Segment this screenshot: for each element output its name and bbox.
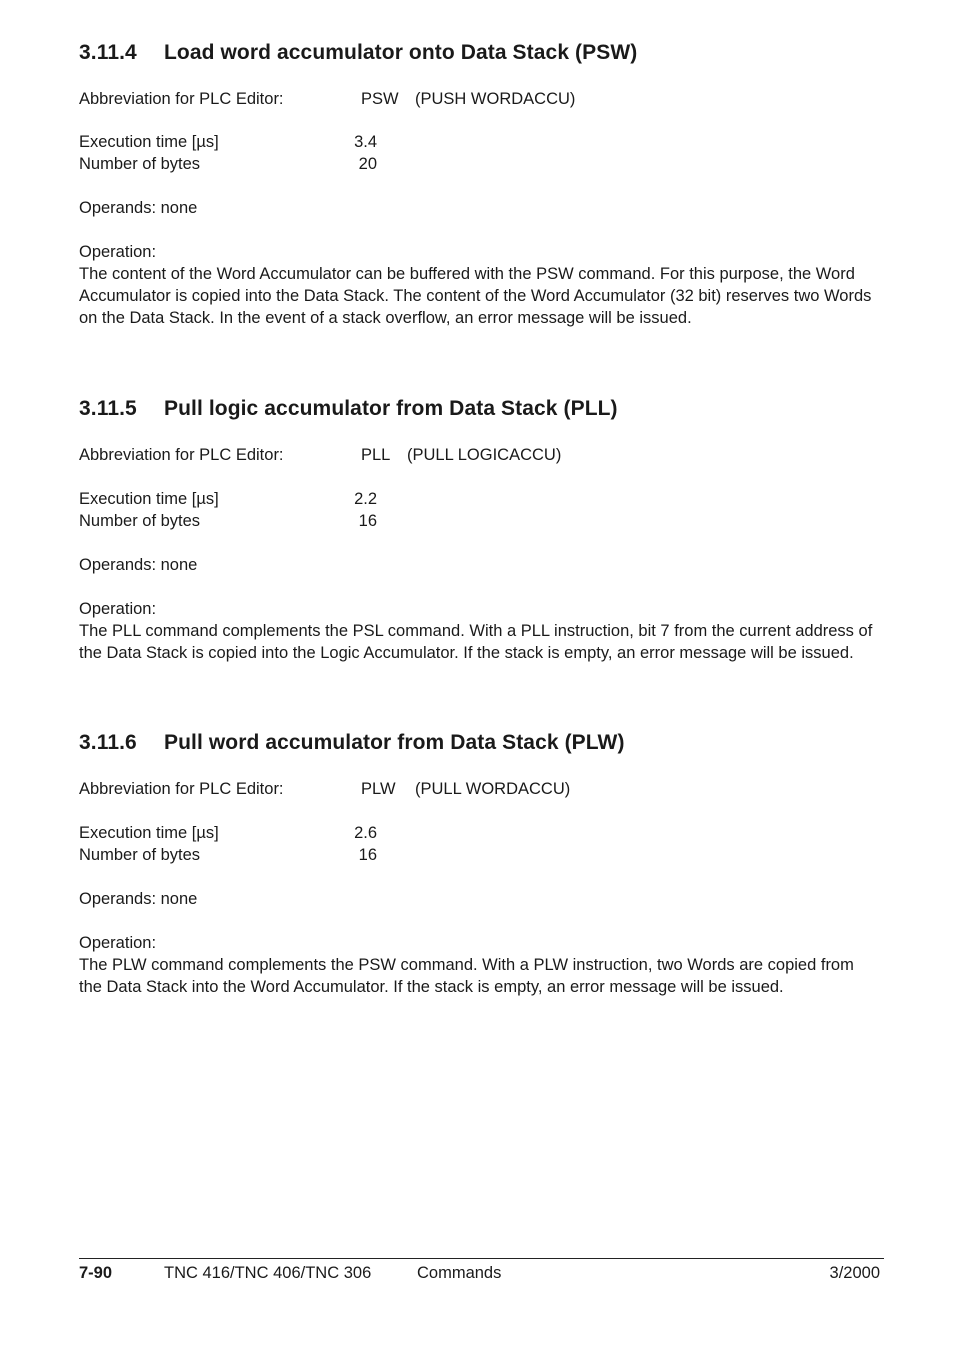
execution-time-value: 2.6 (354, 824, 377, 842)
section-heading (79, 396, 879, 422)
bytes-value: 16 (358, 512, 377, 530)
section-heading (79, 730, 879, 756)
bytes-row (79, 510, 879, 532)
operation-label: Operation: (79, 600, 157, 618)
section-3-11-5 (79, 396, 879, 664)
abbreviation-full: (PULL LOGICACCU) (407, 446, 562, 464)
execution-time-label: Execution time [µs] (79, 490, 219, 508)
abbreviation-label: Abbreviation for PLC Editor: (79, 90, 284, 108)
execution-time-value: 2.2 (354, 490, 377, 508)
bytes-label: Number of bytes (79, 155, 201, 173)
abbreviation-code: PLW (361, 780, 396, 798)
execution-time-row (79, 131, 879, 153)
operands-text: Operands: none (79, 890, 198, 908)
section-number: 3.11.4 (79, 41, 137, 64)
abbreviation-label: Abbreviation for PLC Editor: (79, 446, 284, 464)
execution-time-row (79, 822, 879, 844)
bytes-row (79, 844, 879, 866)
section-heading (79, 40, 879, 66)
execution-time-label: Execution time [µs] (79, 824, 219, 842)
bytes-value: 16 (358, 846, 377, 864)
abbreviation-full: (PULL WORDACCU) (415, 780, 571, 798)
bytes-row (79, 153, 879, 175)
section-number: 3.11.6 (79, 731, 137, 754)
abbreviation-row (79, 88, 879, 110)
abbreviation-full: (PUSH WORDACCU) (415, 90, 576, 108)
footer-chapter: Commands (417, 1264, 502, 1282)
section-title: Pull logic accumulator from Data Stack (PLL) (164, 397, 618, 420)
page-footer (79, 1258, 884, 1282)
execution-time-value: 3.4 (354, 133, 377, 151)
bytes-value: 20 (358, 155, 377, 173)
operands-text: Operands: none (79, 199, 198, 217)
abbreviation-code: PLL (361, 446, 391, 464)
abbreviation-row (79, 444, 879, 466)
section-title: Pull word accumulator from Data Stack (PLW) (164, 731, 625, 754)
execution-time-row (79, 488, 879, 510)
footer-date: 3/2000 (829, 1264, 880, 1282)
bytes-label: Number of bytes (79, 846, 201, 864)
operands-text: Operands: none (79, 556, 198, 574)
abbreviation-label: Abbreviation for PLC Editor: (79, 780, 284, 798)
page-number: 7-90 (79, 1264, 113, 1282)
operation-text: The PLL command complements the PSL command. With a PLL instruction, bit 7 from the current address of the Data Stack is copied into the Logic Accumulator. If the stack is empty, an error message will be issued. (79, 622, 873, 662)
section-3-11-6 (79, 730, 879, 998)
bytes-label: Number of bytes (79, 512, 201, 530)
abbreviation-row (79, 778, 879, 800)
abbreviation-code: PSW (361, 90, 399, 108)
section-title: Load word accumulator onto Data Stack (PSW) (164, 41, 638, 64)
execution-time-label: Execution time [µs] (79, 133, 219, 151)
footer-model: TNC 416/TNC 406/TNC 306 (164, 1264, 372, 1282)
operation-label: Operation: (79, 934, 157, 952)
operation-text: The PLW command complements the PSW command. With a PLW instruction, two Words are copied from the Data Stack into the Word Accumulator. If the stack is empty, an error message will be issued. (79, 956, 854, 996)
operation-label: Operation: (79, 243, 157, 261)
section-3-11-4 (79, 40, 879, 329)
operation-text: The content of the Word Accumulator can be buffered with the PSW command. For this purpose, the Word Accumulator is copied into the Data Stack. The content of the Word Accumulator (32 bit) reserves two Words on the Data Stack. In the event of a stack overflow, an error message will be issued. (79, 265, 872, 327)
section-number: 3.11.5 (79, 397, 137, 420)
